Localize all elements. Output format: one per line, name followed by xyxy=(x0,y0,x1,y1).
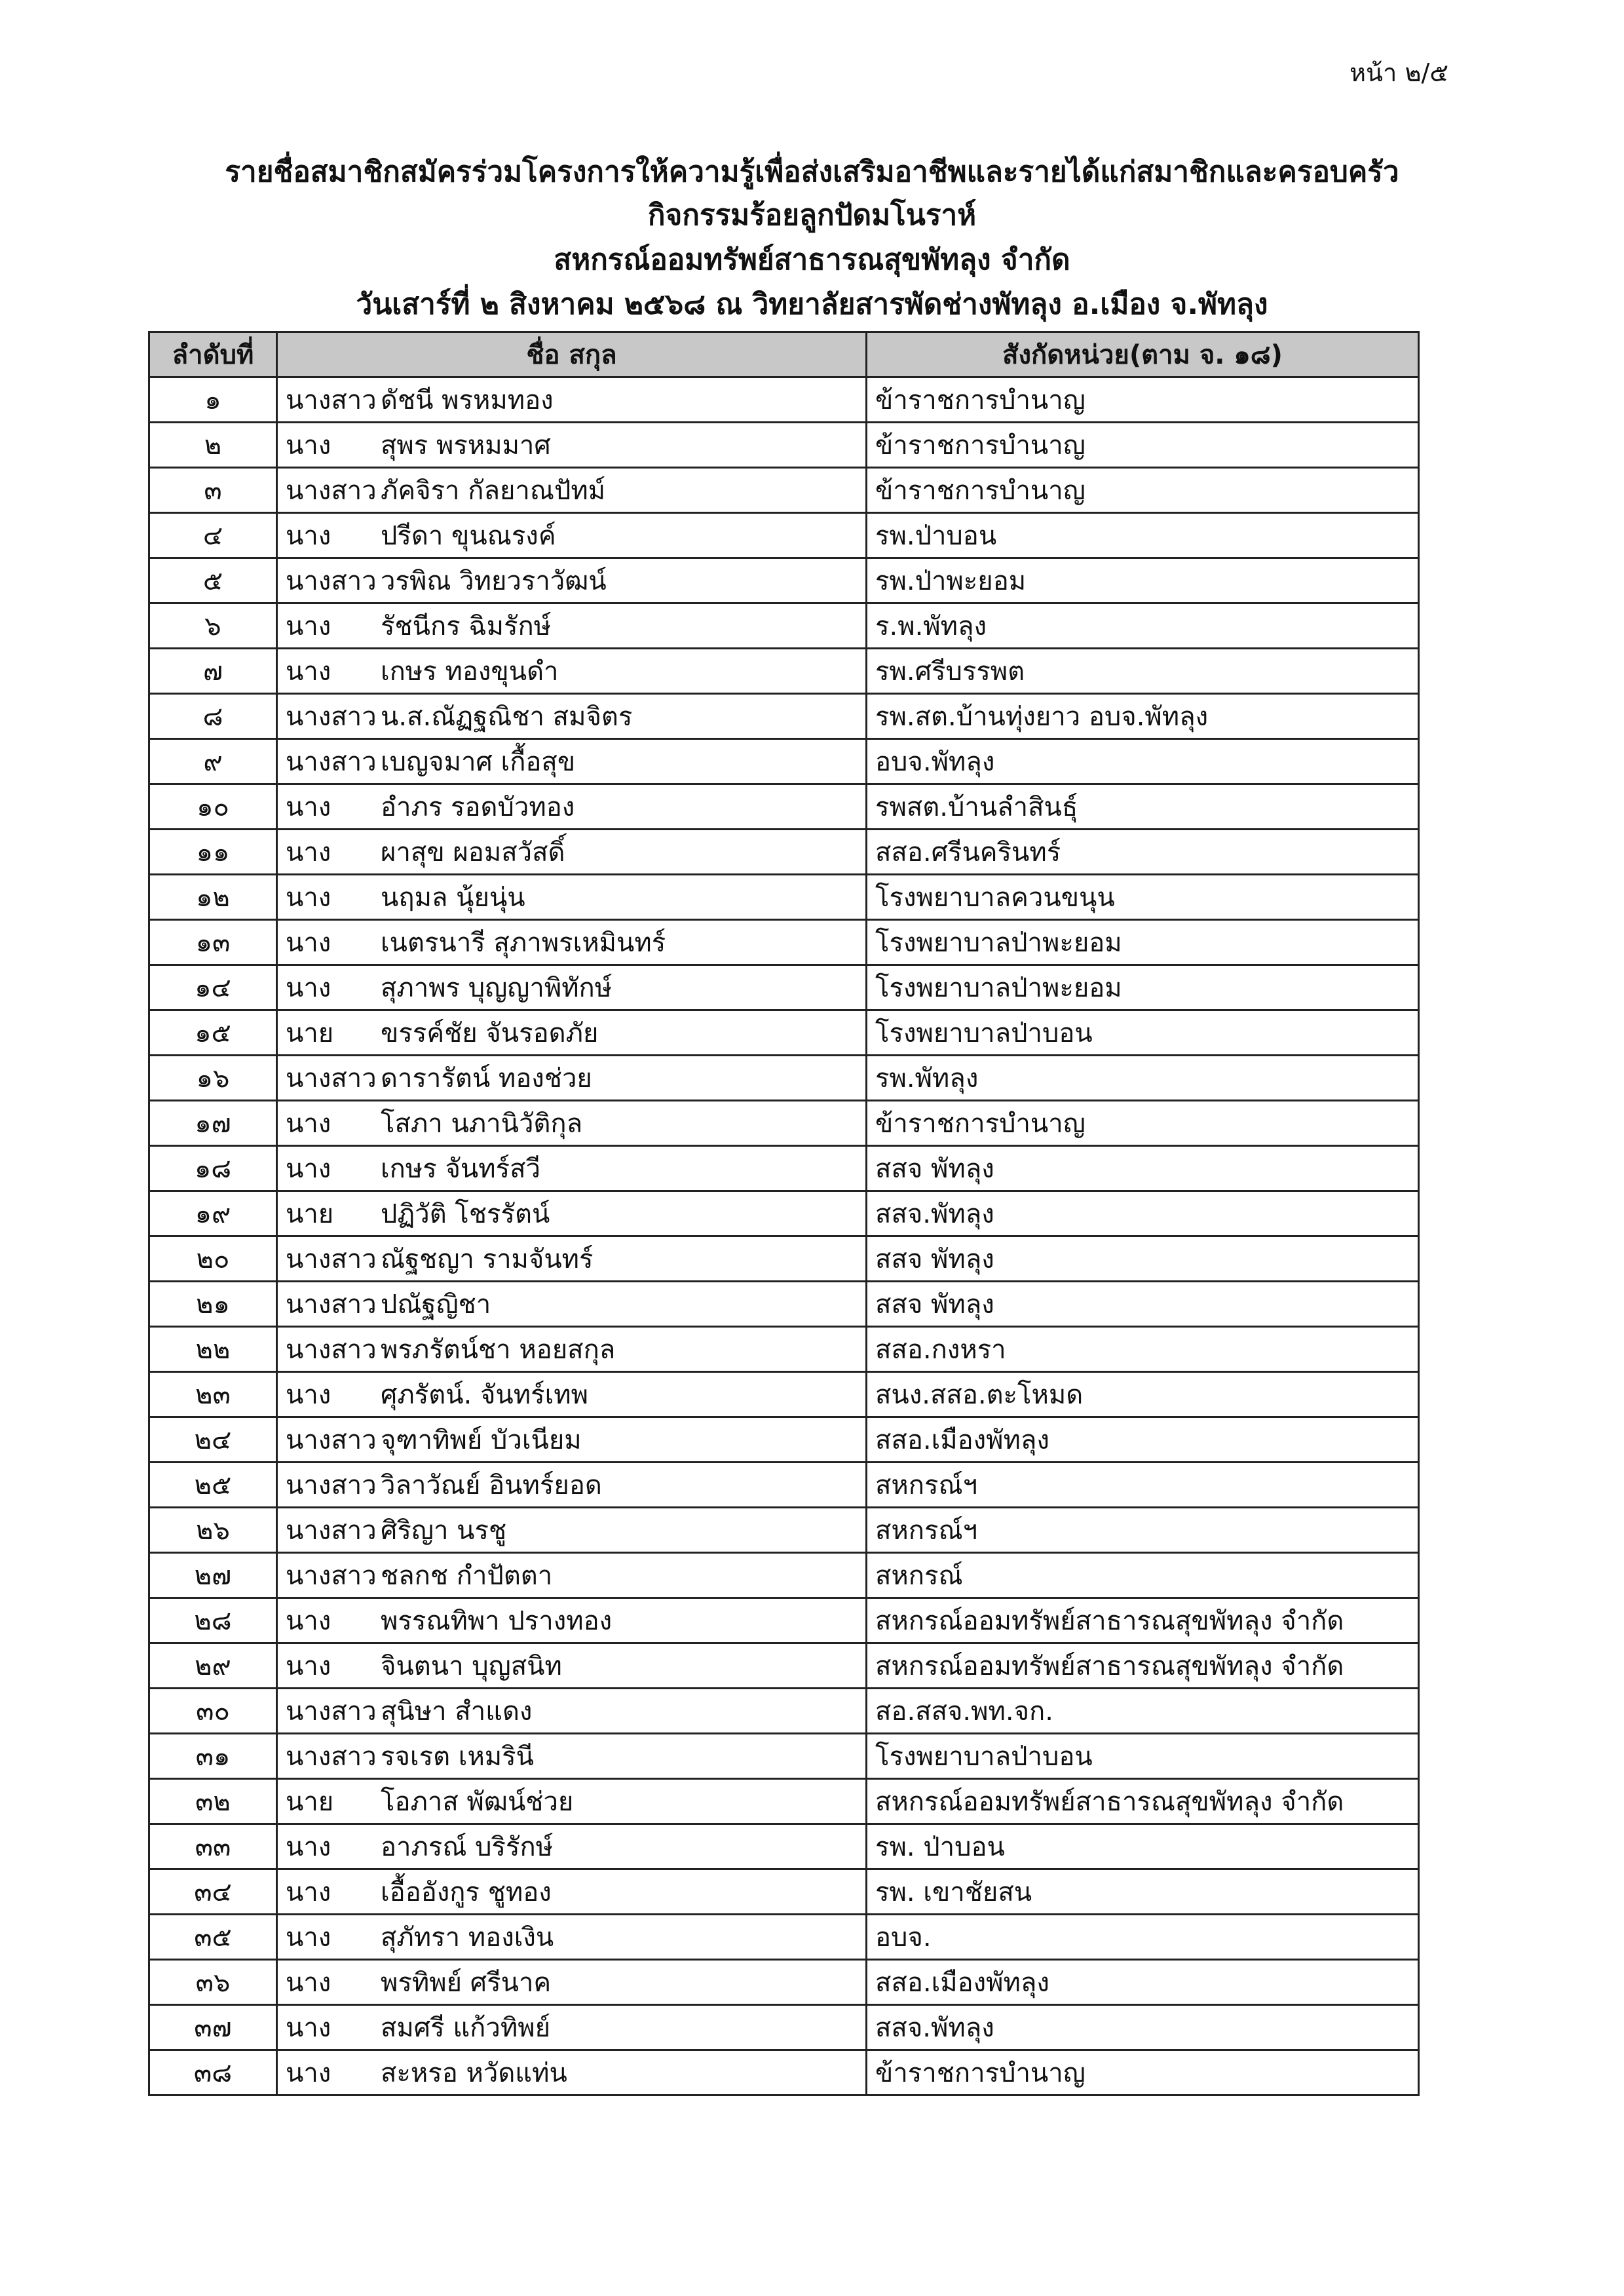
member-unit: รพสต.บ้านลำสินธุ์ xyxy=(867,784,1419,830)
member-title: นาง xyxy=(286,1832,331,1862)
document-title: รายชื่อสมาชิกสมัครร่วมโครงการให้ความรู้เพื่อส่งเสริมอาชีพและรายได้แก่สมาชิกและครอบครัว xyxy=(225,155,1399,189)
row-number: ๒๗ xyxy=(149,1553,277,1598)
column-header-name: ชื่อ สกุล xyxy=(277,332,867,377)
member-title: นาย xyxy=(286,1018,334,1048)
member-name-cell xyxy=(277,1598,867,1643)
member-title: นาง xyxy=(286,521,331,551)
table-row xyxy=(149,558,1419,603)
table-row xyxy=(149,2050,1419,2095)
page-number: หน้า ๒/๕ xyxy=(1350,58,1449,87)
member-title: นาง xyxy=(286,883,331,913)
table-row xyxy=(149,1372,1419,1417)
member-unit: รพ.ศรีบรรพต xyxy=(867,649,1419,694)
member-name: ผาสุข ผอมสวัสดิ์ xyxy=(381,837,565,868)
member-title: นาง xyxy=(286,657,331,687)
member-title: นางสาว xyxy=(286,1470,377,1501)
row-number: ๒๕ xyxy=(149,1463,277,1508)
member-name: ดารารัตน์ ทองช่วย xyxy=(381,1063,592,1094)
table-row xyxy=(149,649,1419,694)
member-name: น.ส.ณัฏฐณิชา สมจิตร xyxy=(381,702,633,732)
member-name-cell xyxy=(277,1553,867,1598)
member-name: โอภาส พัฒน์ช่วย xyxy=(381,1787,574,1817)
member-title: นาง xyxy=(286,792,331,822)
row-number: ๒ xyxy=(149,423,277,468)
table-row xyxy=(149,603,1419,649)
member-unit: สนง.สสอ.ตะโหมด xyxy=(867,1372,1419,1417)
member-name: สมศรี แก้วทิพย์ xyxy=(381,2013,551,2043)
member-name-cell xyxy=(277,1146,867,1191)
row-number: ๔ xyxy=(149,513,277,558)
member-name: ปฏิวัติ โชรรัตน์ xyxy=(381,1199,550,1229)
row-number: ๓๔ xyxy=(149,1869,277,1915)
member-unit: สสอ.เมืองพัทลุง xyxy=(867,1960,1419,2005)
member-unit: อบจ. xyxy=(867,1915,1419,1960)
row-number: ๓๗ xyxy=(149,2005,277,2050)
row-number: ๒๑ xyxy=(149,1282,277,1327)
member-unit: สหกรณ์ออมทรัพย์สาธารณสุขพัทลุง จำกัด xyxy=(867,1598,1419,1643)
member-name-cell xyxy=(277,377,867,423)
member-name: วิลาวัณย์ อินทร์ยอด xyxy=(381,1470,602,1501)
member-name-cell xyxy=(277,1643,867,1689)
member-unit: รพ. เขาชัยสน xyxy=(867,1869,1419,1915)
member-unit: สสอ.ศรีนครินทร์ xyxy=(867,830,1419,875)
table-row xyxy=(149,830,1419,875)
table-row xyxy=(149,1689,1419,1734)
member-unit: สหกรณ์ xyxy=(867,1553,1419,1598)
member-unit: โรงพยาบาลป่าบอน xyxy=(867,1734,1419,1779)
member-title: นาง xyxy=(286,837,331,868)
member-name-cell xyxy=(277,784,867,830)
member-name-cell xyxy=(277,2005,867,2050)
member-title: นางสาว xyxy=(286,476,377,506)
row-number: ๑๓ xyxy=(149,920,277,965)
table-row xyxy=(149,1598,1419,1643)
member-name-cell xyxy=(277,558,867,603)
table-row xyxy=(149,377,1419,423)
table-row xyxy=(149,784,1419,830)
member-name-cell xyxy=(277,965,867,1010)
member-unit: โรงพยาบาลป่าพะยอม xyxy=(867,920,1419,965)
row-number: ๗ xyxy=(149,649,277,694)
member-title: นาง xyxy=(286,1877,331,1907)
member-name: ปรีดา ขุนณรงค์ xyxy=(381,521,556,551)
member-title: นาง xyxy=(286,973,331,1003)
member-name-cell xyxy=(277,1282,867,1327)
row-number: ๓๐ xyxy=(149,1689,277,1734)
table-row xyxy=(149,468,1419,513)
member-name-cell xyxy=(277,1689,867,1734)
member-name-cell xyxy=(277,1327,867,1372)
member-title: นาย xyxy=(286,1199,334,1229)
member-unit: รพ. ป่าบอน xyxy=(867,1824,1419,1869)
member-name: เอื้ออังกูร ชูทอง xyxy=(381,1877,552,1907)
member-name-cell xyxy=(277,468,867,513)
table-row xyxy=(149,513,1419,558)
member-name-cell xyxy=(277,1191,867,1236)
member-name: ปณัฐญิชา xyxy=(381,1290,491,1320)
member-name: ศุภรัตน์. จันทร์เทพ xyxy=(381,1380,589,1410)
member-name-cell xyxy=(277,603,867,649)
table-row xyxy=(149,1191,1419,1236)
member-name: ดัชนี พรหมทอง xyxy=(381,385,554,415)
member-unit: โรงพยาบาลป่าบอน xyxy=(867,1010,1419,1056)
member-unit: สสจ.พัทลุง xyxy=(867,2005,1419,2050)
table-row xyxy=(149,1734,1419,1779)
member-name: สุภัทรา ทองเงิน xyxy=(381,1923,554,1953)
member-name: ชลกช กำปัตตา xyxy=(381,1561,553,1591)
member-name: พรรณทิพา ปรางทอง xyxy=(381,1606,613,1636)
member-unit: รพ.ป่าพะยอม xyxy=(867,558,1419,603)
member-name: วรพิณ วิทยวราวัฒน์ xyxy=(381,566,607,596)
row-number: ๙ xyxy=(149,739,277,784)
table-row xyxy=(149,1101,1419,1146)
row-number: ๓๖ xyxy=(149,1960,277,2005)
row-number: ๑๒ xyxy=(149,875,277,920)
member-title: นางสาว xyxy=(286,1696,377,1727)
member-name-cell xyxy=(277,1960,867,2005)
row-number: ๘ xyxy=(149,694,277,739)
table-row xyxy=(149,1236,1419,1282)
member-name: พรทิพย์ ศรีนาค xyxy=(381,1968,552,1998)
member-unit: อบจ.พัทลุง xyxy=(867,739,1419,784)
member-unit: ข้าราชการบำนาญ xyxy=(867,468,1419,513)
member-title: นาง xyxy=(286,1380,331,1410)
member-name-cell xyxy=(277,1869,867,1915)
member-name-cell xyxy=(277,513,867,558)
row-number: ๒๙ xyxy=(149,1643,277,1689)
organization-name: สหกรณ์ออมทรัพย์สาธารณสุขพัทลุง จำกัด xyxy=(554,243,1070,277)
row-number: ๑๔ xyxy=(149,965,277,1010)
member-title: นางสาว xyxy=(286,1742,377,1772)
row-number: ๓๘ xyxy=(149,2050,277,2095)
member-name: เบญจมาศ เกื้อสุข xyxy=(381,747,576,777)
row-number: ๒๔ xyxy=(149,1417,277,1463)
table-row xyxy=(149,965,1419,1010)
member-name: สุนิษา สำแดง xyxy=(381,1696,533,1727)
table-body xyxy=(149,377,1419,2095)
table-row xyxy=(149,1327,1419,1372)
member-name: อำภร รอดบัวทอง xyxy=(381,792,575,822)
table-row xyxy=(149,1824,1419,1869)
member-name: สุพร พรหมมาศ xyxy=(381,430,551,461)
member-name: ภัคจิรา กัลยาณปัทม์ xyxy=(381,476,606,506)
row-number: ๓๓ xyxy=(149,1824,277,1869)
member-name-cell xyxy=(277,920,867,965)
member-name: จุฑาทิพย์ บัวเนียม xyxy=(381,1425,582,1455)
member-title: นาง xyxy=(286,1154,331,1184)
member-name-cell xyxy=(277,649,867,694)
table-row xyxy=(149,1643,1419,1689)
member-title: นางสาว xyxy=(286,702,377,732)
row-number: ๓๕ xyxy=(149,1915,277,1960)
member-title: นาง xyxy=(286,1606,331,1636)
member-title: นาย xyxy=(286,1787,334,1817)
member-name: ณัฐชญา รามจันทร์ xyxy=(381,1244,594,1274)
member-name-cell xyxy=(277,875,867,920)
row-number: ๑๖ xyxy=(149,1056,277,1101)
member-name: สุภาพร บุญญาพิทักษ์ xyxy=(381,973,613,1003)
table-row xyxy=(149,2005,1419,2050)
member-name-cell xyxy=(277,739,867,784)
table-row xyxy=(149,1417,1419,1463)
member-title: นางสาว xyxy=(286,1561,377,1591)
table-header-row xyxy=(149,332,1419,377)
row-number: ๕ xyxy=(149,558,277,603)
member-name-cell xyxy=(277,1056,867,1101)
member-name: โสภา นภานิวัติกุล xyxy=(381,1109,583,1139)
member-name: นฤมล นุ้ยนุ่น xyxy=(381,883,525,913)
member-name: รจเรต เหมรินี xyxy=(381,1742,535,1772)
member-title: นาง xyxy=(286,430,331,461)
member-table xyxy=(148,331,1420,2096)
member-name-cell xyxy=(277,1417,867,1463)
row-number: ๑๕ xyxy=(149,1010,277,1056)
member-title: นางสาว xyxy=(286,566,377,596)
member-title: นาง xyxy=(286,1651,331,1681)
event-date-place: วันเสาร์ที่ ๒ สิงหาคม ๒๕๖๘ ณ วิทยาลัยสารพัดช่างพัทลุง อ.เมือง จ.พัทลุง xyxy=(356,288,1268,321)
member-unit: สหกรณ์ออมทรัพย์สาธารณสุขพัทลุง จำกัด xyxy=(867,1643,1419,1689)
member-name-cell xyxy=(277,694,867,739)
table-row xyxy=(149,1282,1419,1327)
member-title: นาง xyxy=(286,2013,331,2043)
member-name: ศิริญา นรชู xyxy=(381,1516,507,1546)
member-name-cell xyxy=(277,2050,867,2095)
member-unit: โรงพยาบาลควนขนุน xyxy=(867,875,1419,920)
row-number: ๒๐ xyxy=(149,1236,277,1282)
member-name-cell xyxy=(277,1372,867,1417)
member-title: นางสาว xyxy=(286,1244,377,1274)
member-unit: โรงพยาบาลป่าพะยอม xyxy=(867,965,1419,1010)
member-name-cell xyxy=(277,423,867,468)
member-title: นาง xyxy=(286,928,331,958)
member-title: นางสาว xyxy=(286,1425,377,1455)
member-name-cell xyxy=(277,1779,867,1824)
member-name-cell xyxy=(277,1824,867,1869)
member-name-cell xyxy=(277,1915,867,1960)
member-unit: ข้าราชการบำนาญ xyxy=(867,1101,1419,1146)
member-title: นาง xyxy=(286,611,331,641)
member-unit: สสอ.กงหรา xyxy=(867,1327,1419,1372)
row-number: ๒๖ xyxy=(149,1508,277,1553)
member-name-cell xyxy=(277,1010,867,1056)
row-number: ๑๘ xyxy=(149,1146,277,1191)
member-unit: สสจ พัทลุง xyxy=(867,1146,1419,1191)
member-name-cell xyxy=(277,1101,867,1146)
member-name-cell xyxy=(277,1508,867,1553)
table-row xyxy=(149,920,1419,965)
row-number: ๑๑ xyxy=(149,830,277,875)
row-number: ๑๐ xyxy=(149,784,277,830)
table-row xyxy=(149,1146,1419,1191)
member-unit: สสอ.เมืองพัทลุง xyxy=(867,1417,1419,1463)
table-row xyxy=(149,1915,1419,1960)
member-unit: สอ.สสจ.พท.จก. xyxy=(867,1689,1419,1734)
row-number: ๓ xyxy=(149,468,277,513)
row-number: ๑๙ xyxy=(149,1191,277,1236)
member-title: นาง xyxy=(286,1923,331,1953)
member-name: พรภรัตน์ชา หอยสกุล xyxy=(381,1335,616,1365)
member-name-cell xyxy=(277,1734,867,1779)
row-number: ๖ xyxy=(149,603,277,649)
row-number: ๑๗ xyxy=(149,1101,277,1146)
table-row xyxy=(149,694,1419,739)
member-unit: ข้าราชการบำนาญ xyxy=(867,423,1419,468)
member-unit: สสจ.พัทลุง xyxy=(867,1191,1419,1236)
member-title: นาง xyxy=(286,2058,331,2088)
column-header-no: ลำดับที่ xyxy=(149,332,277,377)
member-unit: รพ.สต.บ้านทุ่งยาว อบจ.พัทลุง xyxy=(867,694,1419,739)
member-name-cell xyxy=(277,1236,867,1282)
member-title: นาง xyxy=(286,1109,331,1139)
row-number: ๓๑ xyxy=(149,1734,277,1779)
member-unit: ร.พ.พัทลุง xyxy=(867,603,1419,649)
member-name-cell xyxy=(277,830,867,875)
table-row xyxy=(149,739,1419,784)
row-number: ๒๒ xyxy=(149,1327,277,1372)
member-name: จินตนา บุญสนิท xyxy=(381,1651,562,1681)
member-unit: สหกรณ์ฯ xyxy=(867,1508,1419,1553)
member-title: นางสาว xyxy=(286,1335,377,1365)
column-header-unit: สังกัดหน่วย(ตาม จ. ๑๘) xyxy=(867,332,1419,377)
table-row xyxy=(149,1779,1419,1824)
member-unit: รพ.ป่าบอน xyxy=(867,513,1419,558)
member-title: นางสาว xyxy=(286,1063,377,1094)
row-number: ๒๘ xyxy=(149,1598,277,1643)
member-name: อาภรณ์ บริรักษ์ xyxy=(381,1832,554,1862)
member-unit: ข้าราชการบำนาญ xyxy=(867,377,1419,423)
row-number: ๒๓ xyxy=(149,1372,277,1417)
member-unit: รพ.พัทลุง xyxy=(867,1056,1419,1101)
member-title: นาง xyxy=(286,1968,331,1998)
member-title: นางสาว xyxy=(286,1290,377,1320)
table-row xyxy=(149,423,1419,468)
row-number: ๑ xyxy=(149,377,277,423)
member-title: นางสาว xyxy=(286,385,377,415)
member-unit: สสจ พัทลุง xyxy=(867,1282,1419,1327)
member-unit: ข้าราชการบำนาญ xyxy=(867,2050,1419,2095)
member-name: ขรรค์ชัย จันรอดภัย xyxy=(381,1018,599,1048)
member-unit: สสจ พัทลุง xyxy=(867,1236,1419,1282)
table-row xyxy=(149,1960,1419,2005)
member-name: สะหรอ หวัดแท่น xyxy=(381,2058,567,2088)
member-name: เกษร จันทร์สวี xyxy=(381,1154,540,1184)
table-row xyxy=(149,1010,1419,1056)
table-row xyxy=(149,1508,1419,1553)
member-unit: สหกรณ์ออมทรัพย์สาธารณสุขพัทลุง จำกัด xyxy=(867,1779,1419,1824)
table-row xyxy=(149,875,1419,920)
table-row xyxy=(149,1869,1419,1915)
member-unit: สหกรณ์ฯ xyxy=(867,1463,1419,1508)
table-row xyxy=(149,1463,1419,1508)
member-title: นางสาว xyxy=(286,747,377,777)
row-number: ๓๒ xyxy=(149,1779,277,1824)
table-row xyxy=(149,1056,1419,1101)
table-row xyxy=(149,1553,1419,1598)
activity-name: กิจกรรมร้อยลูกปัดมโนราห์ xyxy=(647,199,977,232)
member-name-cell xyxy=(277,1463,867,1508)
member-title: นางสาว xyxy=(286,1516,377,1546)
member-name: เกษร ทองขุนดำ xyxy=(381,657,559,687)
member-name: รัชนีกร ฉิมรักษ์ xyxy=(381,611,552,641)
member-name: เนตรนารี สุภาพรเหมินทร์ xyxy=(381,928,666,958)
